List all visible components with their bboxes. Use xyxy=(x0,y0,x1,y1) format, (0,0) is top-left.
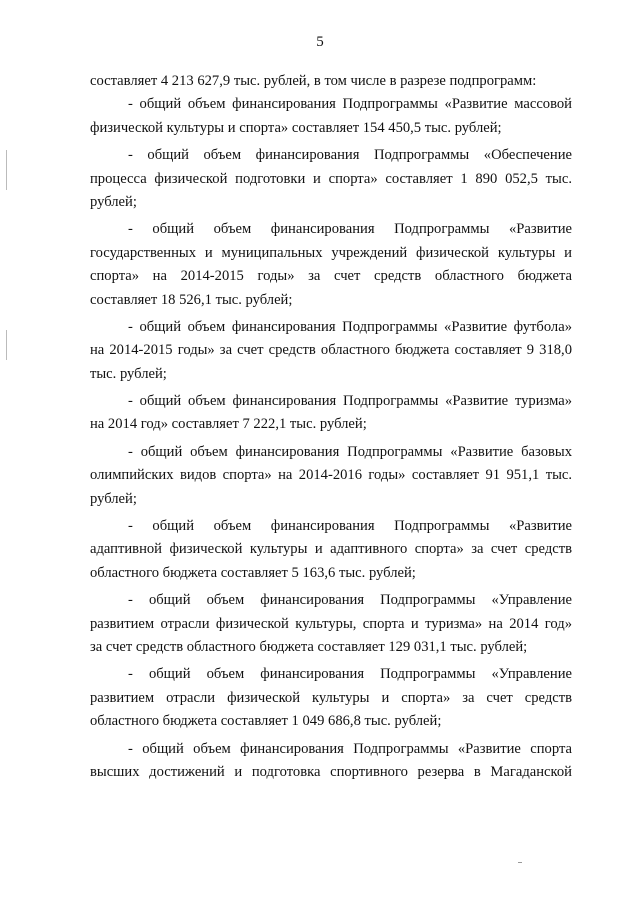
text-line: составляет 18 526,1 тыс. рублей; xyxy=(90,291,293,308)
text-line: областного бюджета составляет 1 049 686,8 тыс. рублей; xyxy=(90,713,442,730)
scan-edge-mark xyxy=(6,330,7,360)
text-line: адаптивной физической культуры и адаптивного спорта» за счет средств xyxy=(90,541,572,558)
text-line: за счет средств областного бюджета составляет 129 031,1 тыс. рублей; xyxy=(90,638,528,655)
text-line: развитием отрасли физической культуры, спорта и туризма» на 2014 год» xyxy=(90,615,572,632)
text-line: на 2014 год» составляет 7 222,1 тыс. рублей; xyxy=(90,416,367,433)
text-line: спорта» на 2014-2015 годы» за счет средств областного бюджета xyxy=(90,268,572,285)
text-line: - общий объем финансирования Подпрограммы «Развитие xyxy=(128,518,572,535)
text-line: - общий объем финансирования Подпрограммы «Развитие туризма» xyxy=(128,393,572,410)
text-line: - общий объем финансирования Подпрограммы «Развитие базовых xyxy=(128,443,572,460)
text-line: - общий объем финансирования Подпрограммы «Развитие xyxy=(128,221,572,238)
text-line: рублей; xyxy=(90,490,137,507)
paragraph xyxy=(90,390,572,437)
text-line: - общий объем финансирования Подпрограммы «Развитие спорта xyxy=(128,740,572,757)
paragraph xyxy=(90,316,572,386)
text-line: - общий объем финансирования Подпрограммы «Управление xyxy=(128,592,572,609)
paragraph xyxy=(90,70,572,93)
text-line: государственных и муниципальных учреждений физической культуры и xyxy=(90,244,572,261)
text-line: развитием отрасли физической культуры и спорта» за счет средств xyxy=(90,689,572,706)
text-line: на 2014-2015 годы» за счет средств областного бюджета составляет 9 318,0 xyxy=(90,342,572,359)
paragraph xyxy=(90,589,572,659)
paragraph xyxy=(90,144,572,214)
paragraph xyxy=(90,218,572,312)
text-line: высших достижений и подготовка спортивного резерва в Магаданской xyxy=(90,763,572,780)
scan-edge-mark xyxy=(6,150,7,190)
text-line: областного бюджета составляет 5 163,6 тыс. рублей; xyxy=(90,564,416,581)
text-line: - общий объем финансирования Подпрограммы «Развитие массовой xyxy=(128,96,572,113)
paragraph xyxy=(90,738,572,785)
text-line: - общий объем финансирования Подпрограммы «Управление xyxy=(128,666,572,683)
text-line: - общий объем финансирования Подпрограммы «Развитие футбола» xyxy=(128,318,572,335)
text-line: процесса физической подготовки и спорта» составляет 1 890 052,5 тыс. xyxy=(90,170,572,187)
text-line: составляет 4 213 627,9 тыс. рублей, в том числе в разрезе подпрограмм: xyxy=(90,73,537,89)
paragraph xyxy=(90,515,572,585)
paragraph xyxy=(90,441,572,511)
paragraph xyxy=(90,663,572,733)
page-number: 5 xyxy=(316,34,324,50)
text-line: физической культуры и спорта» составляет 154 450,5 тыс. рублей; xyxy=(90,119,502,136)
scan-artifact xyxy=(518,862,522,863)
text-line: рублей; xyxy=(90,193,137,210)
document-body xyxy=(90,70,572,788)
paragraph xyxy=(90,93,572,140)
text-line: - общий объем финансирования Подпрограммы «Обеспечение xyxy=(128,147,572,164)
text-line: тыс. рублей; xyxy=(90,365,167,382)
text-line: олимпийских видов спорта» на 2014-2016 годы» составляет 91 951,1 тыс. xyxy=(90,467,572,484)
